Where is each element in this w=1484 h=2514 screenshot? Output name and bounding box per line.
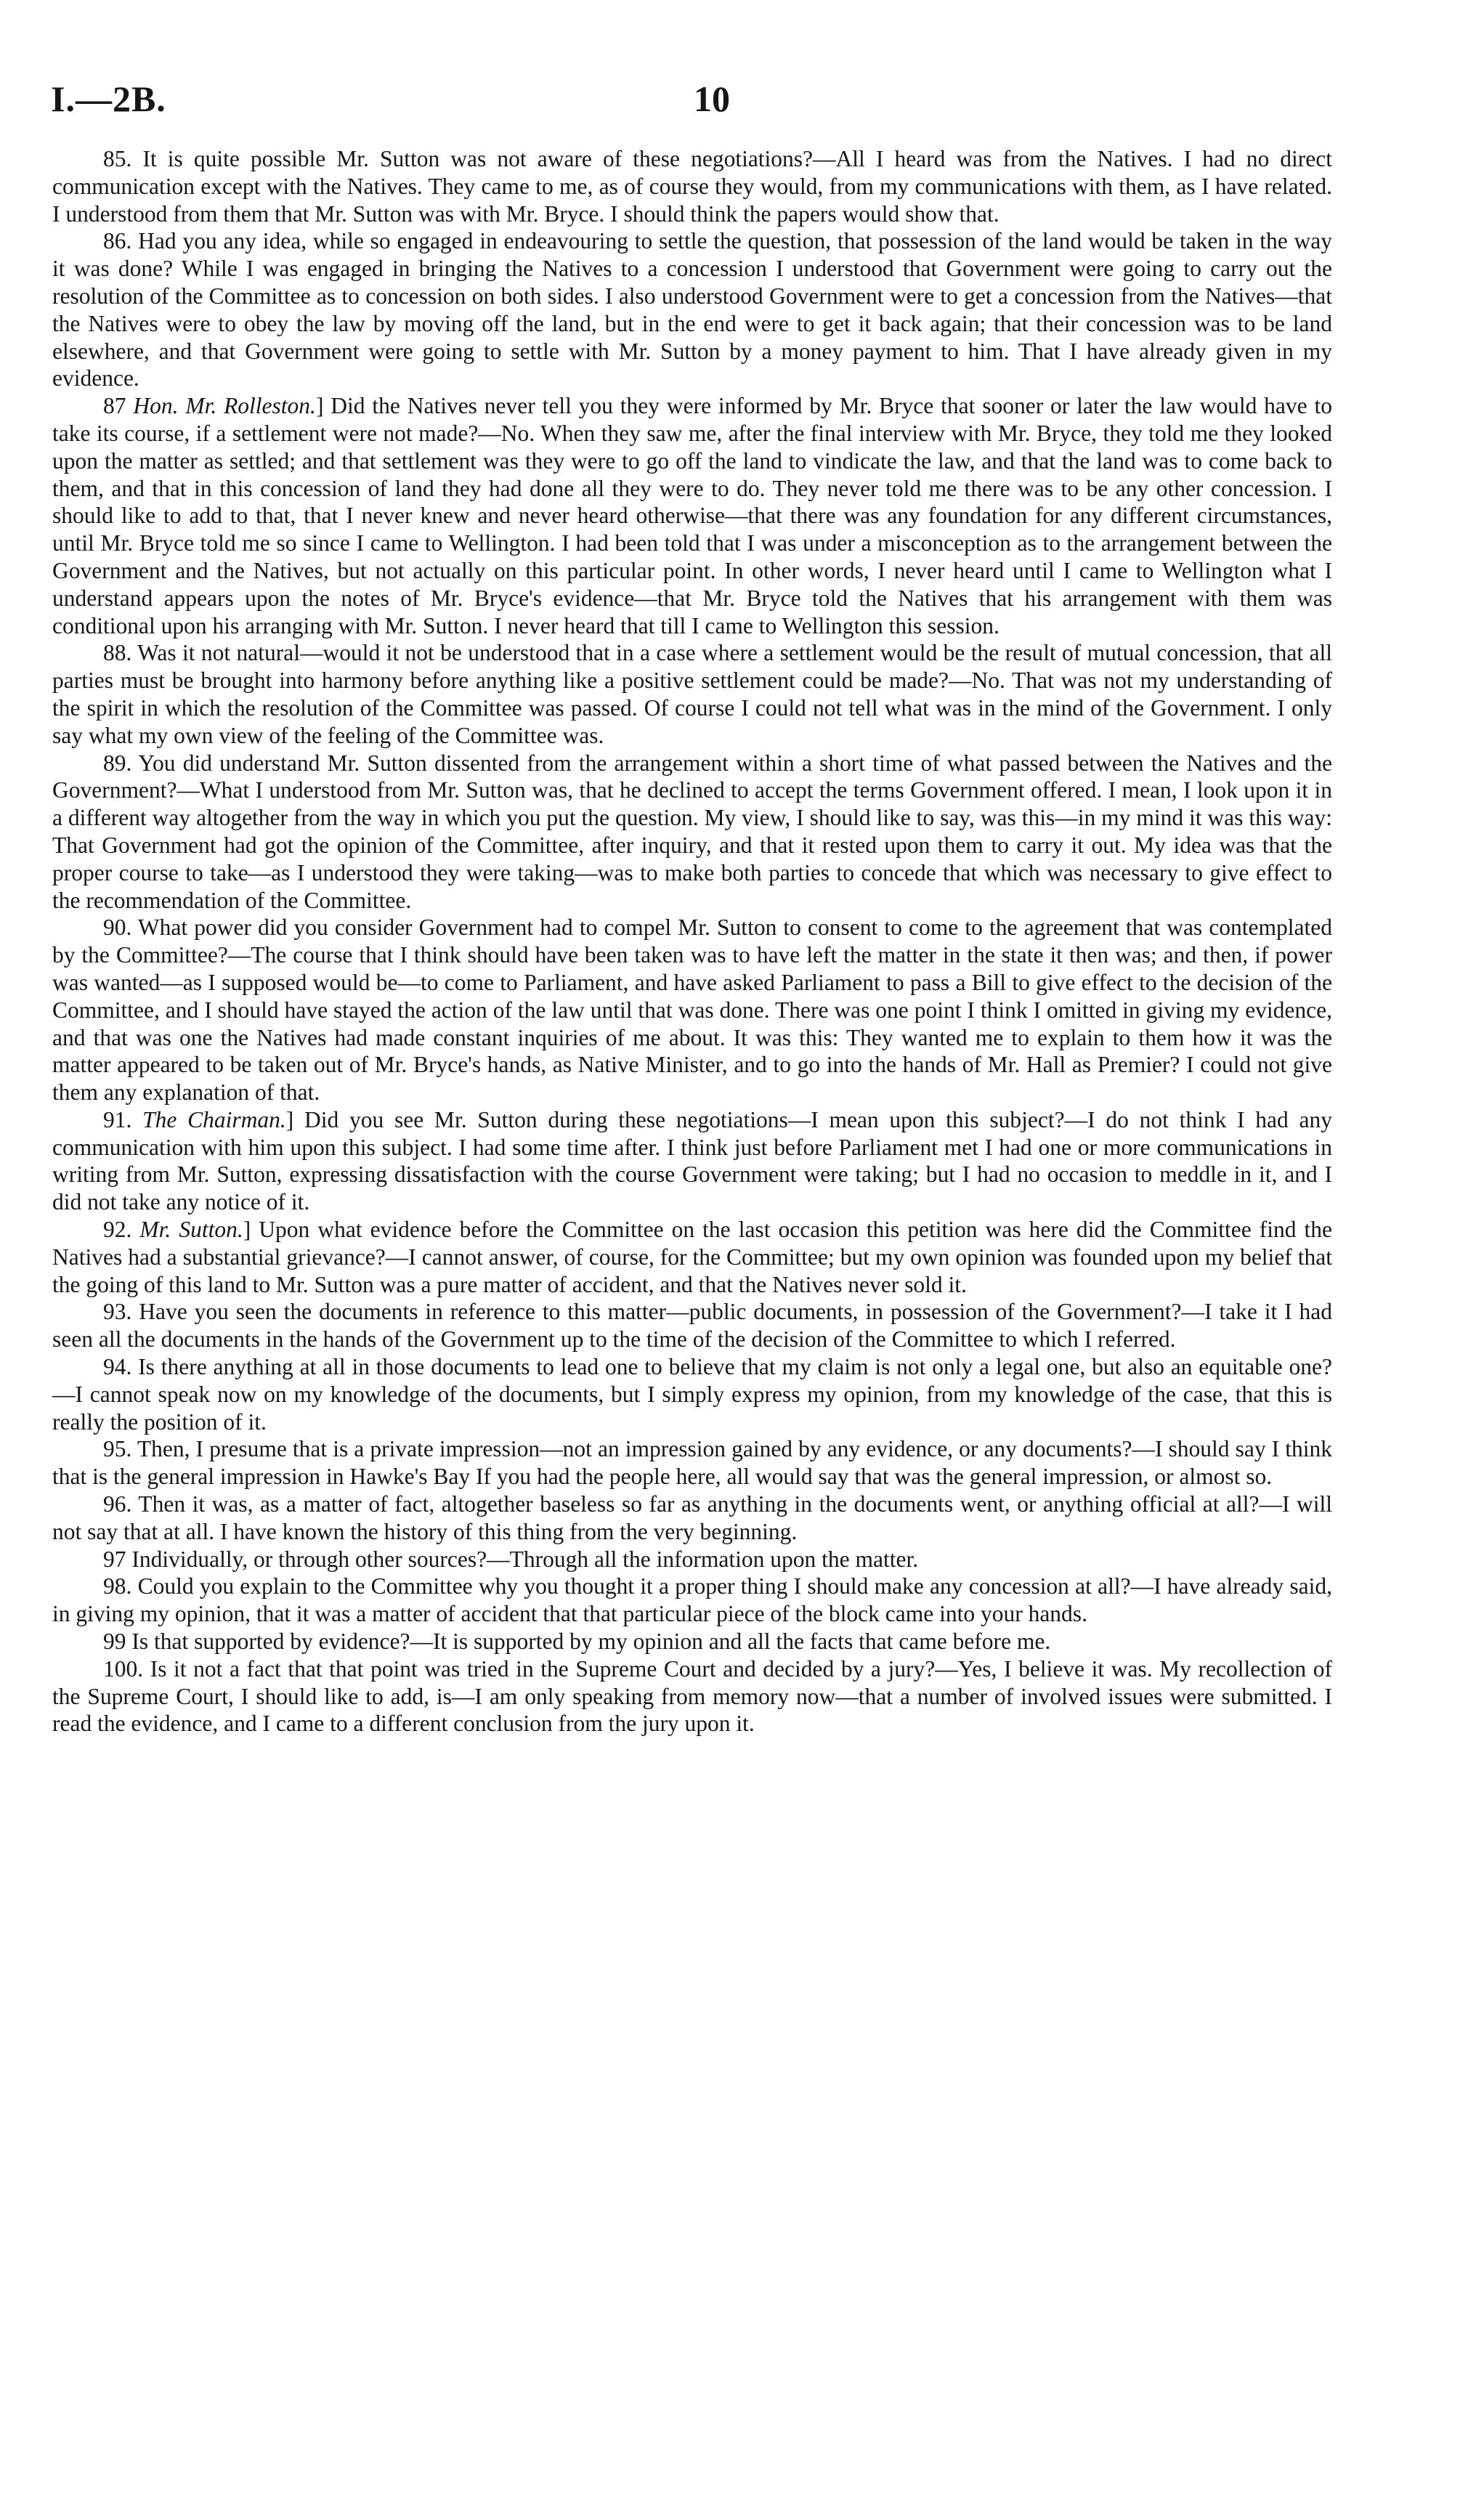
paragraph-98: [52, 1573, 1332, 1628]
paragraph-text: Did the Natives never tell you they were informed by Mr. Bryce that sooner or later the law would have to take its course, if a settlement were not made?—No. When they saw me, after the final interview with Mr. Bryce, they told me they looked upon the matter as settled; and that settlement was they were to go off the land to vindicate the law, and that the land was to come back to them, and that in this concession of land they had done all they were to do. They never told me there was to be any other concession. I should like to add to that, that I never knew and never heard otherwise—that there was any foundation for any different circumstances, until Mr. Bryce told me so since I came to Wellington. I had been told that I was under a misconception as to the arrangement between the Government and the Natives, but not actually on this particular point. In other words, I never heard until I came to Wellington what I understand appears upon the notes of Mr. Bryce's evidence—that Mr. Bryce told the Natives that his arrangement with them was conditional upon his arranging with Mr. Sutton. I never heard that till I came to Wellington this session.: [52, 393, 1333, 638]
paragraph-88: [52, 639, 1332, 749]
paragraph-text: 94. Is there anything at all in those documents to lead one to believe that my claim is not only a legal one, but also an equitable one?—I cannot speak now on my knowledge of the documents, but I simply express my opinion, from my knowledge of the case, that this is really the position of it.: [52, 1354, 1332, 1435]
page-number: 10: [694, 78, 730, 119]
page-header: [51, 70, 1329, 121]
paragraph-text: 89. You did understand Mr. Sutton dissented from the arrangement within a short time of what passed between the Natives and the Government?—What I understood from Mr. Sutton was, that he declined to accept the terms Government offered. I mean, I look upon it in a different way altogether from the way in which you put the question. My view, I should like to say, was this—in my mind it was this way: That Government had got the opinion of the Committee, after inquiry, and that it rested upon them to carry it out. My idea was that the proper course to take—as I understood they were taking—was to make both parties to concede that which was necessary to give effect to the recommendation of the Committee.: [52, 750, 1332, 913]
paragraph-91: 91. The Chairman.] Did you see Mr. Sutton during these negotiations—I mean upon this subject?—I do not think I had any communication with him upon this subject. I had some time after. I think just before Parliament met I had one or more communications in writing from Mr. Sutton, expressing dissatisfaction with the course Government were taking; but I had no occasion to meddle in it, and I did not take any notice of it.: [52, 1106, 1332, 1215]
speaker-name: Hon. Mr. Rolleston.: [133, 393, 316, 419]
paragraph-92: 92. Mr. Sutton.] Upon what evidence before the Committee on the last occasion this petition was here did the Committee find the Natives had a substantial grievance?—I cannot answer, of course, for the Committee; but my own opinion was founded upon my belief that the going of this land to Mr. Sutton was a pure matter of accident, and that the Natives never sold it.: [52, 1217, 1332, 1297]
paragraph-text: 96. Then it was, as a matter of fact, altogether baseless so far as anything in the documents went, or anything official at all?—I will not say that at all. I have known the history of this thing from the very beginning.: [52, 1491, 1332, 1544]
paragraph-text: 88. Was it not natural—would it not be understood that in a case where a settlement would be the result of mutual concession, that all parties must be brought into harmony before anything like a positive settlement could be made?—No. That was not my understanding of the spirit in which the resolution of the Committee was passed. Of course I could not tell what was in the mind of the Government. I only say what my own view of the feeling of the Committee was.: [52, 640, 1332, 748]
speaker-name: The Chairman.: [142, 1106, 286, 1132]
paragraph-90: [52, 914, 1332, 1106]
paragraph-97: [52, 1546, 1332, 1573]
document-code: I.—2B.: [51, 78, 166, 119]
question-number: 87: [103, 393, 126, 419]
paragraph-93: [52, 1298, 1332, 1353]
paragraph-text: Upon what evidence before the Committee on the last occasion this petition was here did the Committee find the Natives had a substantial grievance?—I cannot answer, of course, for the Committee; but my own opinion was founded upon my belief that the going of this land to Mr. Sutton was a pure matter of accident, and that the Natives never sold it.: [52, 1217, 1332, 1297]
paragraph-text: 98. Could you explain to the Committee why you thought it a proper thing I should make any concession at all?—I have already said, in giving my opinion, that it was a matter of accident that that particular piece of the block came into your hands.: [52, 1573, 1332, 1627]
paragraph-94: [52, 1353, 1332, 1435]
paragraph-86: [52, 227, 1332, 392]
paragraph-99: [52, 1628, 1332, 1655]
paragraph-text: Did you see Mr. Sutton during these negotiations—I mean upon this subject?—I do not think I had any communication with him upon this subject. I had some time after. I think just before Parliament met I had one or more communications in writing from Mr. Sutton, expressing dissatisfaction with the course Government were taking; but I had no occasion to meddle in it, and I did not take any notice of it.: [52, 1106, 1332, 1215]
paragraph-text: 90. What power did you consider Government had to compel Mr. Sutton to consent to come to the agreement that was contemplated by the Committee?—The course that I think should have been taken was to have left the matter in the state it then was; and then, if power was wanted—as I supposed would be—to come to Parliament, and have asked Parliament to pass a Bill to give effect to the decision of the Committee, and I should have stayed the action of the law until that was done. There was one point I think I omitted in giving my evidence, and that was one the Natives had made constant inquiries of me about. It was this: They wanted me to explain to them how it was the matter appeared to be taken out of Mr. Bryce's hands, as Native Minister, and to go into the hands of Mr. Hall as Premier? I could not give them any explanation of that.: [52, 915, 1332, 1106]
paragraph-85: [52, 145, 1332, 227]
paragraph-96: [52, 1491, 1332, 1546]
paragraph-text: 100. Is it not a fact that that point was tried in the Supreme Court and decided by a jury?—Yes, I believe it was. My recollection of the Supreme Court, I should like to add, is—I am only speaking from memory now—that a number of involved issues were submitted. I read the evidence, and I came to a different conclusion from the jury upon it.: [52, 1655, 1332, 1737]
paragraph-text: 86. Had you any idea, while so engaged in endeavouring to settle the question, that possession of the land would be taken in the way it was done? While I was engaged in bringing the Natives to a concession I understood that Government were going to carry out the resolution of the Committee as to concession on both sides. I also understood Government were to get a concession from the Natives—that the Natives were to obey the law by moving off the land, but in the end were to get it back again; that their concession was to be land elsewhere, and that Government were going to settle with Mr. Sutton by a money payment to him. That I have already given in my evidence.: [52, 228, 1332, 392]
speaker-name: Mr. Sutton.: [139, 1217, 243, 1243]
paragraph-text: 95. Then, I presume that is a private impression—not an impression gained by any evidence, or any documents?—I should say I think that is the general impression in Hawke's Bay If you had the people here, all would say that was the general impression, or almost so.: [52, 1436, 1332, 1490]
paragraph-text: 85. It is quite possible Mr. Sutton was not aware of these negotiations?—All I heard was from the Natives. I had no direct communication except with the Natives. They came to me, as of course they would, from my communications with them, as I have related. I understood from them that Mr. Sutton was with Mr. Bryce. I should think the papers would show that.: [52, 146, 1332, 227]
paragraph-100: [52, 1655, 1332, 1738]
paragraph-89: [52, 750, 1332, 915]
paragraph-text: 97 Individually, or through other sources?—Through all the information upon the matter.: [103, 1546, 919, 1572]
paragraph-text: 99 Is that supported by evidence?—It is supported by my opinion and all the facts that came before me.: [103, 1629, 1051, 1655]
paragraph-95: [52, 1435, 1332, 1491]
evidence-body: [52, 145, 1332, 1738]
question-number: 92.: [103, 1217, 132, 1243]
question-number: 91.: [103, 1106, 132, 1132]
paragraph-87: 87 Hon. Mr. Rolleston.] Did the Natives never tell you they were informed by Mr. Bryce that sooner or later the law would have to take its course, if a settlement were not made?—No. When they saw me, after the final interview with Mr. Bryce, they told me they looked upon the matter as settled; and that settlement was they were to go off the land to vindicate the law, and that the land was to come back to them, and that in this concession of land they had done all they were to do. They never told me there was to be any other concession. I should like to add to that, that I never knew and never heard otherwise—that there was any foundation for any different circumstances, until Mr. Bryce told me so since I came to Wellington. I had been told that I was under a misconception as to the arrangement between the Government and the Natives, but not actually on this particular point. In other words, I never heard until I came to Wellington what I understand appears upon the notes of Mr. Bryce's evidence—that Mr. Bryce told the Natives that his arrangement with them was conditional upon his arranging with Mr. Sutton. I never heard that till I came to Wellington this session.: [52, 393, 1333, 638]
paragraph-text: 93. Have you seen the documents in reference to this matter—public documents, in possession of the Government?—I take it I had seen all the documents in the hands of the Government up to the time of the decision of the Committee to which I referred.: [52, 1299, 1332, 1353]
